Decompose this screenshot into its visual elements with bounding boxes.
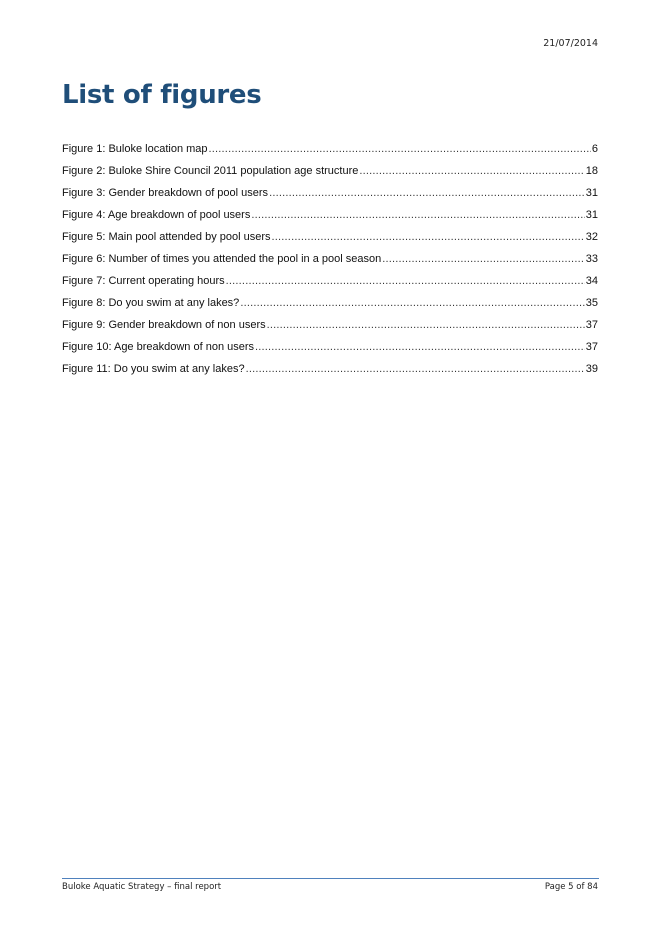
toc-entry-label: Figure 1: Buloke location map [62, 143, 208, 155]
toc-entry-page: 32 [585, 231, 598, 243]
dot-leader [209, 143, 591, 155]
toc-entry-figure-9[interactable] [62, 319, 598, 341]
toc-entry-figure-6[interactable] [62, 253, 598, 275]
toc-entry-figure-1[interactable] [62, 143, 598, 165]
toc-entry-figure-8[interactable] [62, 297, 598, 319]
footer-document-title: Buloke Aquatic Strategy – final report [62, 882, 222, 892]
toc-entry-figure-3[interactable] [62, 187, 598, 209]
toc-entry-figure-11[interactable] [62, 363, 598, 385]
toc-entry-label: Figure 10: Age breakdown of non users [62, 341, 255, 353]
toc-entry-label: Figure 4: Age breakdown of pool users [62, 209, 251, 221]
toc-entry-figure-5[interactable] [62, 231, 598, 253]
list-of-figures [62, 143, 598, 385]
toc-entry-label: Figure 11: Do you swim at any lakes? [62, 363, 245, 375]
dot-leader [382, 253, 585, 265]
toc-entry-page: 34 [585, 275, 598, 287]
toc-entry-figure-7[interactable] [62, 275, 598, 297]
toc-entry-figure-10[interactable] [62, 341, 598, 363]
dot-leader [251, 209, 584, 221]
footer-divider [62, 878, 599, 879]
toc-entry-page: 6 [591, 143, 598, 155]
toc-entry-page: 18 [585, 165, 598, 177]
toc-entry-label: Figure 3: Gender breakdown of pool users [62, 187, 269, 199]
dot-leader [272, 231, 585, 243]
toc-entry-page: 39 [585, 363, 598, 375]
toc-entry-figure-2[interactable] [62, 165, 598, 187]
dot-leader [226, 275, 585, 287]
toc-entry-label: Figure 2: Buloke Shire Council 2011 population age structure [62, 165, 359, 177]
toc-entry-label: Figure 7: Current operating hours [62, 275, 225, 287]
toc-entry-label: Figure 5: Main pool attended by pool users [62, 231, 271, 243]
toc-entry-page: 37 [585, 341, 598, 353]
dot-leader [246, 363, 585, 375]
dot-leader [267, 319, 585, 331]
toc-entry-label: Figure 6: Number of times you attended the pool in a pool season [62, 253, 382, 265]
toc-entry-label: Figure 8: Do you swim at any lakes? [62, 297, 240, 309]
header-date: 21/07/2014 [543, 38, 598, 49]
toc-entry-figure-4[interactable] [62, 209, 598, 231]
dot-leader [255, 341, 585, 353]
toc-entry-page: 31 [585, 187, 598, 199]
toc-entry-page: 33 [585, 253, 598, 265]
toc-entry-page: 37 [585, 319, 598, 331]
dot-leader [359, 165, 584, 177]
page-title: List of figures [62, 80, 262, 110]
toc-entry-page: 31 [585, 209, 598, 221]
toc-entry-label: Figure 9: Gender breakdown of non users [62, 319, 266, 331]
dot-leader [269, 187, 585, 199]
dot-leader [240, 297, 584, 309]
footer-page-number: Page 5 of 84 [544, 882, 598, 892]
toc-entry-page: 35 [585, 297, 598, 309]
